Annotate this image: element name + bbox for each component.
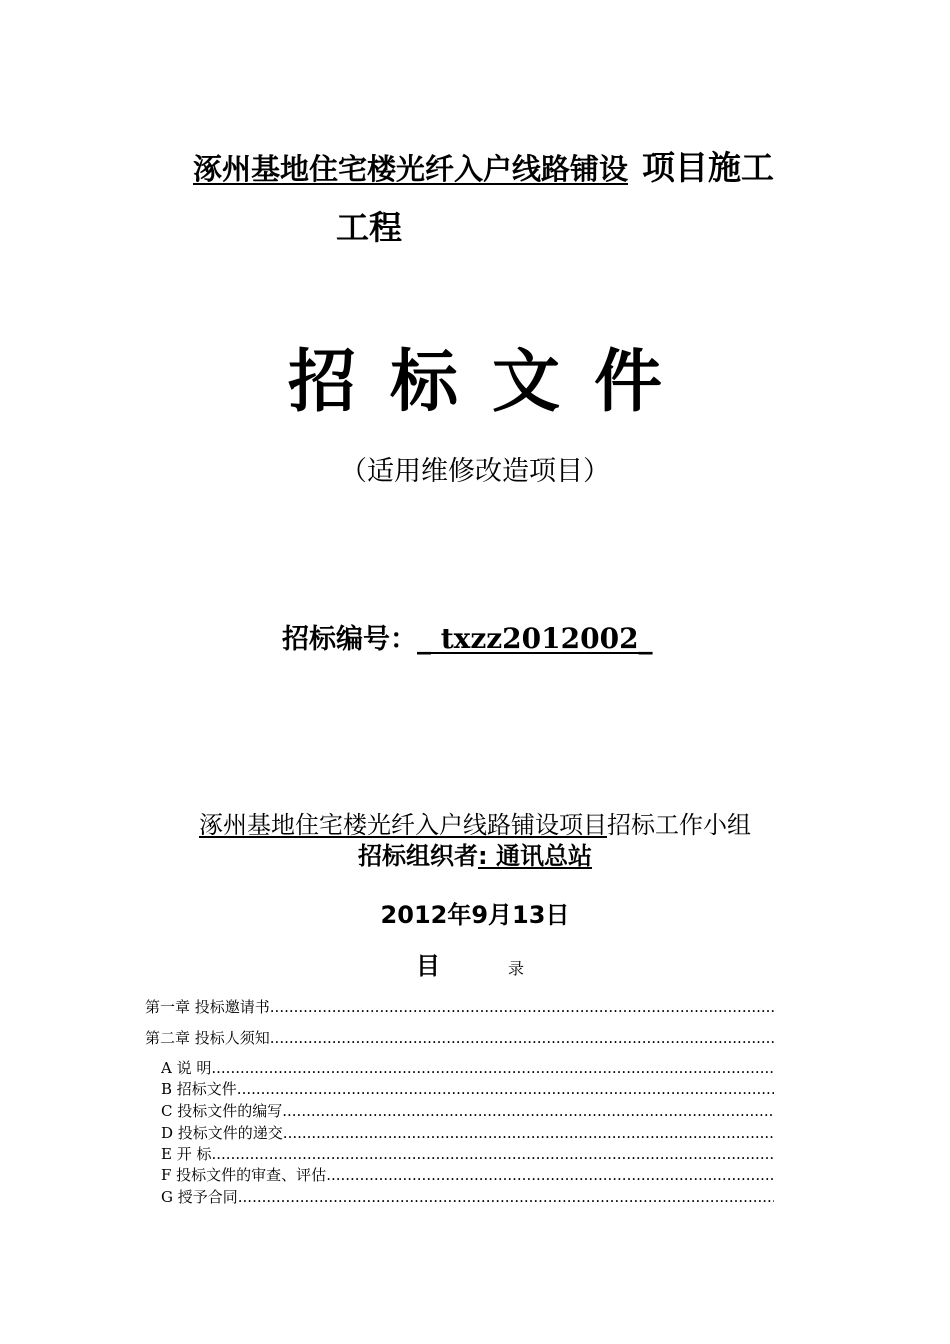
working-group-suffix: 招标工作小组 <box>607 811 751 839</box>
toc-leader <box>283 1123 774 1143</box>
document-title: 招标文件 <box>287 343 696 422</box>
toc-entry[interactable] <box>161 1058 774 1078</box>
toc-entry-label: C 投标文件的编写 <box>161 1102 283 1120</box>
toc-heading <box>416 951 524 984</box>
toc-heading-small: 录 <box>508 959 525 978</box>
toc-entry[interactable] <box>161 1187 774 1207</box>
toc-entry-label: G 授予合同 <box>161 1188 238 1206</box>
toc-entry[interactable] <box>145 997 774 1017</box>
document-subtitle: （适用维修改造项目） <box>340 456 610 487</box>
toc-heading-main: 目 <box>416 952 440 980</box>
toc-entry-label: E 开 标 <box>161 1145 212 1163</box>
toc-entry-label: 第一章 投标邀请书 <box>145 998 270 1016</box>
organizer-value: : 通讯总站 <box>478 842 592 870</box>
toc-leader <box>212 1144 775 1164</box>
toc-entry-label: D 投标文件的递交 <box>161 1124 283 1142</box>
bid-number <box>282 619 653 660</box>
project-title-line2: 工程 <box>336 208 402 247</box>
toc-leader <box>270 1028 774 1048</box>
toc-leader <box>238 1187 774 1207</box>
organizer-label: 招标组织者 <box>358 842 479 870</box>
project-name: 涿州基地住宅楼光纤入户线路铺设 <box>193 152 629 186</box>
toc-entry[interactable] <box>161 1144 774 1164</box>
toc-entry[interactable] <box>161 1123 774 1143</box>
project-title <box>193 148 774 189</box>
toc-leader <box>270 997 774 1017</box>
toc-entry[interactable] <box>145 1028 774 1048</box>
toc-entry-label: 第二章 投标人须知 <box>145 1029 270 1047</box>
organizer <box>0 841 950 871</box>
toc-leader <box>282 1101 774 1121</box>
toc-entry-label: A 说 明 <box>161 1059 212 1077</box>
toc-entry-label: F 投标文件的审查、评估 <box>161 1166 327 1184</box>
working-group <box>0 810 950 840</box>
toc-entry[interactable] <box>161 1101 774 1121</box>
toc-entry[interactable] <box>161 1165 774 1185</box>
toc-leader <box>211 1058 774 1078</box>
toc-entry[interactable] <box>161 1079 774 1099</box>
toc-entry-label: B 招标文件 <box>161 1080 237 1098</box>
issue-date: 2012年9月13日 <box>380 901 570 929</box>
project-title-suffix: 项目施工 <box>642 148 775 187</box>
working-group-project: 涿州基地住宅楼光纤入户线路铺设项目 <box>199 811 607 839</box>
bid-number-label: 招标编号： <box>282 624 417 655</box>
toc-leader <box>326 1165 774 1185</box>
bid-number-value: _ txzz2012002_ <box>417 622 653 655</box>
toc-leader <box>237 1079 774 1099</box>
